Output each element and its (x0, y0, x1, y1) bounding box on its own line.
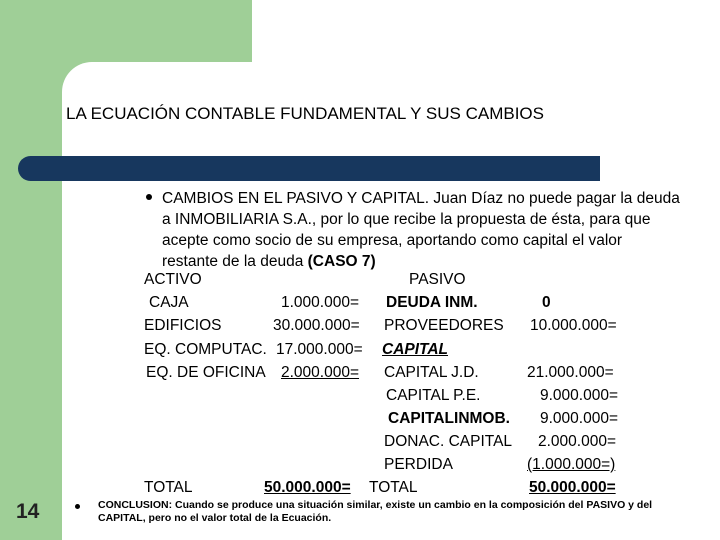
capital-label-jd: CAPITAL J.D. (384, 364, 479, 381)
pasivo-label-proveedores: PROVEEDORES (384, 317, 504, 334)
intro-body: Juan Díaz no puede pagar la deuda a INMOBILIARIA S.A., por lo que recibe la propuesta de ésta, para que acepte como socio de su empresa, aportando como capital el valor restante de la deuda (162, 190, 680, 270)
bullet-icon (75, 504, 80, 509)
total-label-right: TOTAL (369, 479, 418, 496)
capital-value-pe: 9.000.000= (540, 387, 619, 404)
capital-label-pe: CAPITAL P.E. (386, 387, 481, 404)
total-activo-value: 50.000.000= (264, 479, 351, 496)
pasivo-value-deuda-inm: 0 (542, 294, 551, 311)
capital-header: CAPITAL (382, 341, 449, 358)
pasivo-value-proveedores: 10.000.000= (530, 317, 617, 334)
intro-paragraph (162, 188, 682, 272)
capital-value-inmob: 9.000.000= (540, 410, 619, 427)
slide-title: LA ECUACIÓN CONTABLE FUNDAMENTAL Y SUS CAMBIOS (66, 104, 544, 123)
activo-header: ACTIVO (144, 271, 202, 288)
capital-value-perdida: (1.000.000=) (527, 456, 616, 473)
total-pasivo-value: 50.000.000= (529, 479, 616, 496)
bullet-icon (146, 194, 152, 200)
total-label-left: TOTAL (144, 479, 193, 496)
capital-label-inmob: CAPITALINMOB. (388, 410, 510, 427)
intro-case: (CASO 7) (307, 253, 376, 270)
conclusion-text: CONCLUSION: Cuando se produce una situación similar, existe un cambio en la composición del PASIVO y del CAPITAL, pero no el valor total de la Ecuación. (98, 499, 653, 524)
intro-lead: CAMBIOS EN EL PASIVO Y CAPITAL. (162, 190, 430, 207)
activo-value-eq-oficina: 2.000.000= (281, 364, 360, 381)
activo-label-caja: CAJA (149, 294, 189, 311)
pasivo-header: PASIVO (409, 271, 466, 288)
slide-number: 14 (16, 500, 40, 523)
capital-label-perdida: PERDIDA (384, 456, 453, 473)
activo-value-eq-computac: 17.000.000= (276, 341, 363, 358)
pasivo-label-deuda-inm: DEUDA INM. (386, 294, 478, 311)
activo-value-caja: 1.000.000= (281, 294, 360, 311)
title-underline-bar (18, 156, 600, 181)
capital-value-jd: 21.000.000= (527, 364, 614, 381)
capital-label-donac: DONAC. CAPITAL (384, 433, 513, 450)
activo-value-edificios: 30.000.000= (273, 317, 360, 334)
capital-value-donac: 2.000.000= (538, 433, 617, 450)
activo-label-eq-oficina: EQ. DE OFICINA (146, 364, 266, 381)
activo-label-eq-computac: EQ. COMPUTAC. (144, 341, 267, 358)
activo-label-edificios: EDIFICIOS (144, 317, 222, 334)
